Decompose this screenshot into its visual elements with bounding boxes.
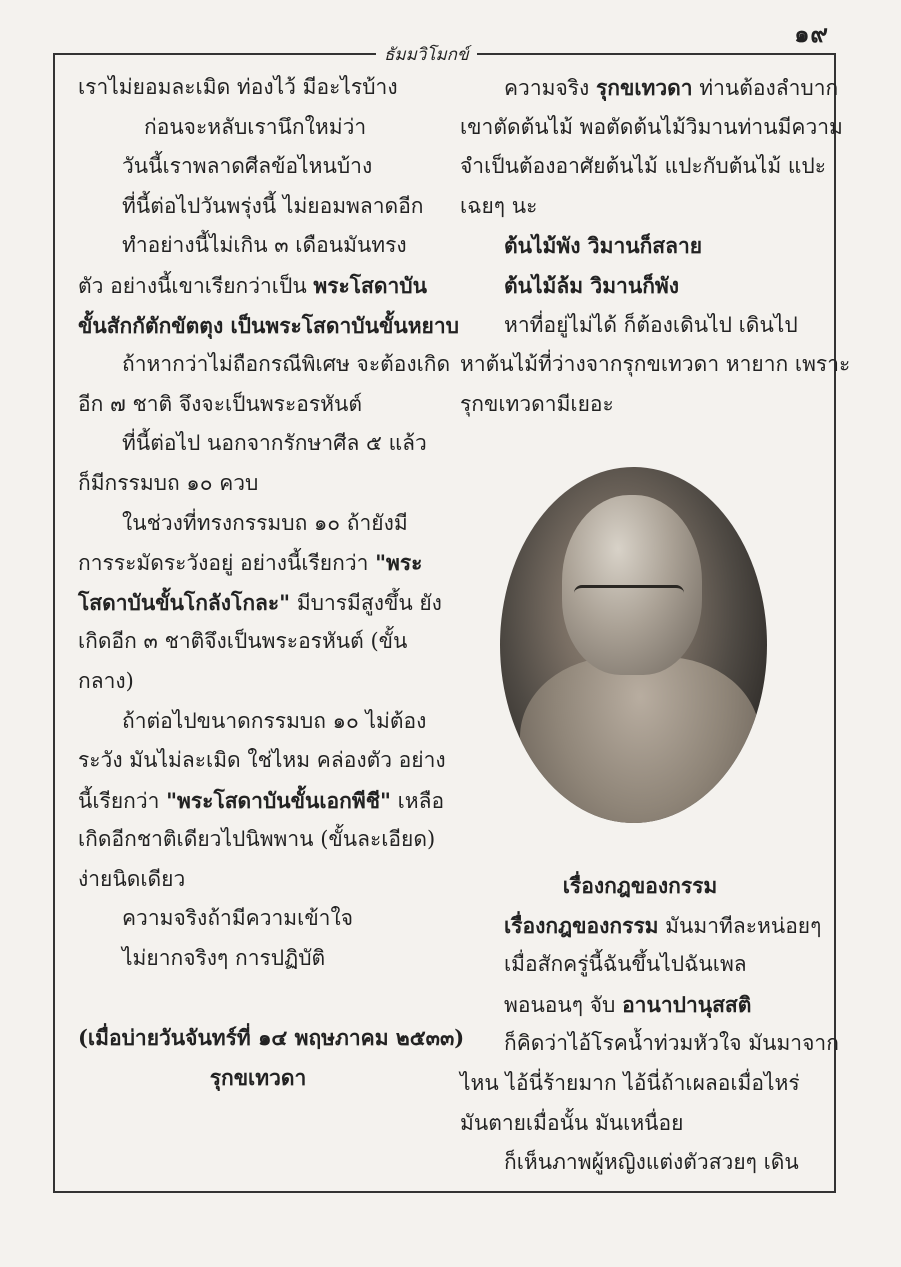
- text-line: เฉยๆ นะ: [460, 193, 538, 218]
- text-line: ความจริง รุกขเทวดา ท่านต้องลำบาก: [504, 75, 839, 100]
- text-line: ต้นไม้ล้ม วิมานก็พัง: [504, 272, 680, 298]
- text-line: ง่ายนิดเดียว: [78, 866, 186, 891]
- page-number: ๑๙: [794, 19, 829, 48]
- text-line: ก็คิดว่าไอ้โรคน้ำท่วมหัวใจ มันมาจาก: [504, 1031, 839, 1056]
- section-heading: เรื่องกฎของกรรม: [562, 873, 718, 898]
- monk-portrait-photo: [500, 467, 767, 823]
- text-line: ถ้าต่อไปขนาดกรรมบถ ๑๐ ไม่ต้อง: [122, 708, 427, 733]
- text-line: ตัว อย่างนี้เขาเรียกว่าเป็น พระโสดาบัน: [78, 272, 427, 298]
- text-line: รุกขเทวดามีเยอะ: [460, 391, 614, 416]
- text-line: ต้นไม้พัง วิมานก็สลาย: [504, 233, 703, 259]
- text-line: เมื่อสักครู่นี้ฉันขึ้นไปฉันเพล: [504, 952, 747, 977]
- text-line: จำเป็นต้องอาศัยต้นไม้ แปะกับต้นไม้ แปะ: [460, 154, 826, 179]
- text-line: หาที่อยู่ไม่ได้ ก็ต้องเดินไป เดินไป: [504, 312, 798, 337]
- text-line: ไหน ไอ้นี่ร้ายมาก ไอ้นี่ถ้าเผลอเมื่อไหร่: [460, 1070, 800, 1095]
- text-line: เกิดอีกชาติเดียวไปนิพพาน (ขั้นละเอียด): [78, 827, 436, 852]
- text-line: โสดาบันขั้นโกลังโกละ" มีบารมีสูงขึ้น ยัง: [78, 589, 442, 615]
- left-column: [78, 68, 465, 1097]
- text-line: มันตายเมื่อนั้น มันเหนื่อย: [460, 1110, 684, 1135]
- bold-term: โสดาบันขั้นโกลังโกละ": [78, 589, 291, 615]
- text-line: ก็มีกรรมบถ ๑๐ ควบ: [78, 470, 259, 495]
- text-line: นี้เรียกว่า "พระโสดาบันขั้นเอกพีชี" เหลือ: [78, 787, 445, 813]
- text-line: การระมัดระวังอยู่ อย่างนี้เรียกว่า "พระ: [78, 550, 423, 576]
- text-line: ในช่วงที่ทรงกรรมบถ ๑๐ ถ้ายังมี: [122, 510, 408, 535]
- bold-term: "พระโสดาบันขั้นเอกพีชี": [166, 787, 391, 813]
- text-line: วันนี้เราพลาดศีลข้อไหนบ้าง: [122, 154, 373, 179]
- text-line: ไม่ยากจริงๆ การปฏิบัติ: [122, 946, 326, 971]
- text-line: ขั้นสักกัตักขัตตุง เป็นพระโสดาบันขั้นหยาบ: [78, 312, 459, 338]
- bold-term: เรื่องกฎของกรรม: [504, 912, 659, 938]
- text-line: เรื่องกฎของกรรม มันมาทีละหน่อยๆ: [504, 912, 822, 938]
- bold-term: อานาปานุสสติ: [622, 991, 752, 1017]
- bold-term: พระโสดาบัน: [313, 272, 427, 298]
- text-line: ที่นี้ต่อไป นอกจากรักษาศีล ๕ แล้ว: [122, 431, 427, 456]
- text-line: ระวัง มันไม่ละเมิด ใช่ไหม คล่องตัว อย่าง: [78, 748, 446, 773]
- text-line: กลาง): [78, 668, 134, 693]
- text-line: ความจริงถ้ามีความเข้าใจ: [122, 906, 354, 931]
- date-note: (เมื่อบ่ายวันจันทร์ที่ ๑๔ พฤษภาคม ๒๕๓๓): [78, 1025, 465, 1051]
- text-line: พอนอนๆ จับ อานาปานุสสติ: [504, 991, 752, 1017]
- bold-term: รุกขเทวดา: [596, 75, 693, 100]
- text-line: เขาตัดต้นไม้ พอตัดต้นไม้วิมานท่านมีความ: [460, 114, 843, 139]
- text-line: เกิดอีก ๓ ชาติจึงเป็นพระอรหันต์ (ขั้น: [78, 629, 408, 654]
- text-line: หาต้นไม้ที่ว่างจากรุกขเทวดา หายาก เพราะ: [460, 352, 851, 377]
- text-line: ที่นี้ต่อไปวันพรุ่งนี้ ไม่ยอมพลาดอีก: [122, 193, 424, 218]
- running-title: ธัมมวิโมกข์: [376, 41, 477, 68]
- text-line: อีก ๗ ชาติ จึงจะเป็นพระอรหันต์: [78, 391, 362, 416]
- bold-term: "พระ: [375, 550, 423, 576]
- right-column: [460, 68, 851, 424]
- section-heading: รุกขเทวดา: [209, 1064, 307, 1090]
- text-line: เราไม่ยอมละเมิด ท่องไว้ มีอะไรบ้าง: [78, 75, 398, 99]
- text-line: ถ้าหากว่าไม่ถือกรณีพิเศษ จะต้องเกิด: [122, 352, 451, 377]
- text-line: ก็เห็นภาพผู้หญิงแต่งตัวสวยๆ เดิน: [504, 1150, 799, 1175]
- right-lower-column: [460, 866, 839, 1183]
- text-line: ก่อนจะหลับเรานึกใหม่ว่า: [144, 114, 367, 139]
- text-line: ทำอย่างนี้ไม่เกิน ๓ เดือนมันทรง: [122, 233, 407, 258]
